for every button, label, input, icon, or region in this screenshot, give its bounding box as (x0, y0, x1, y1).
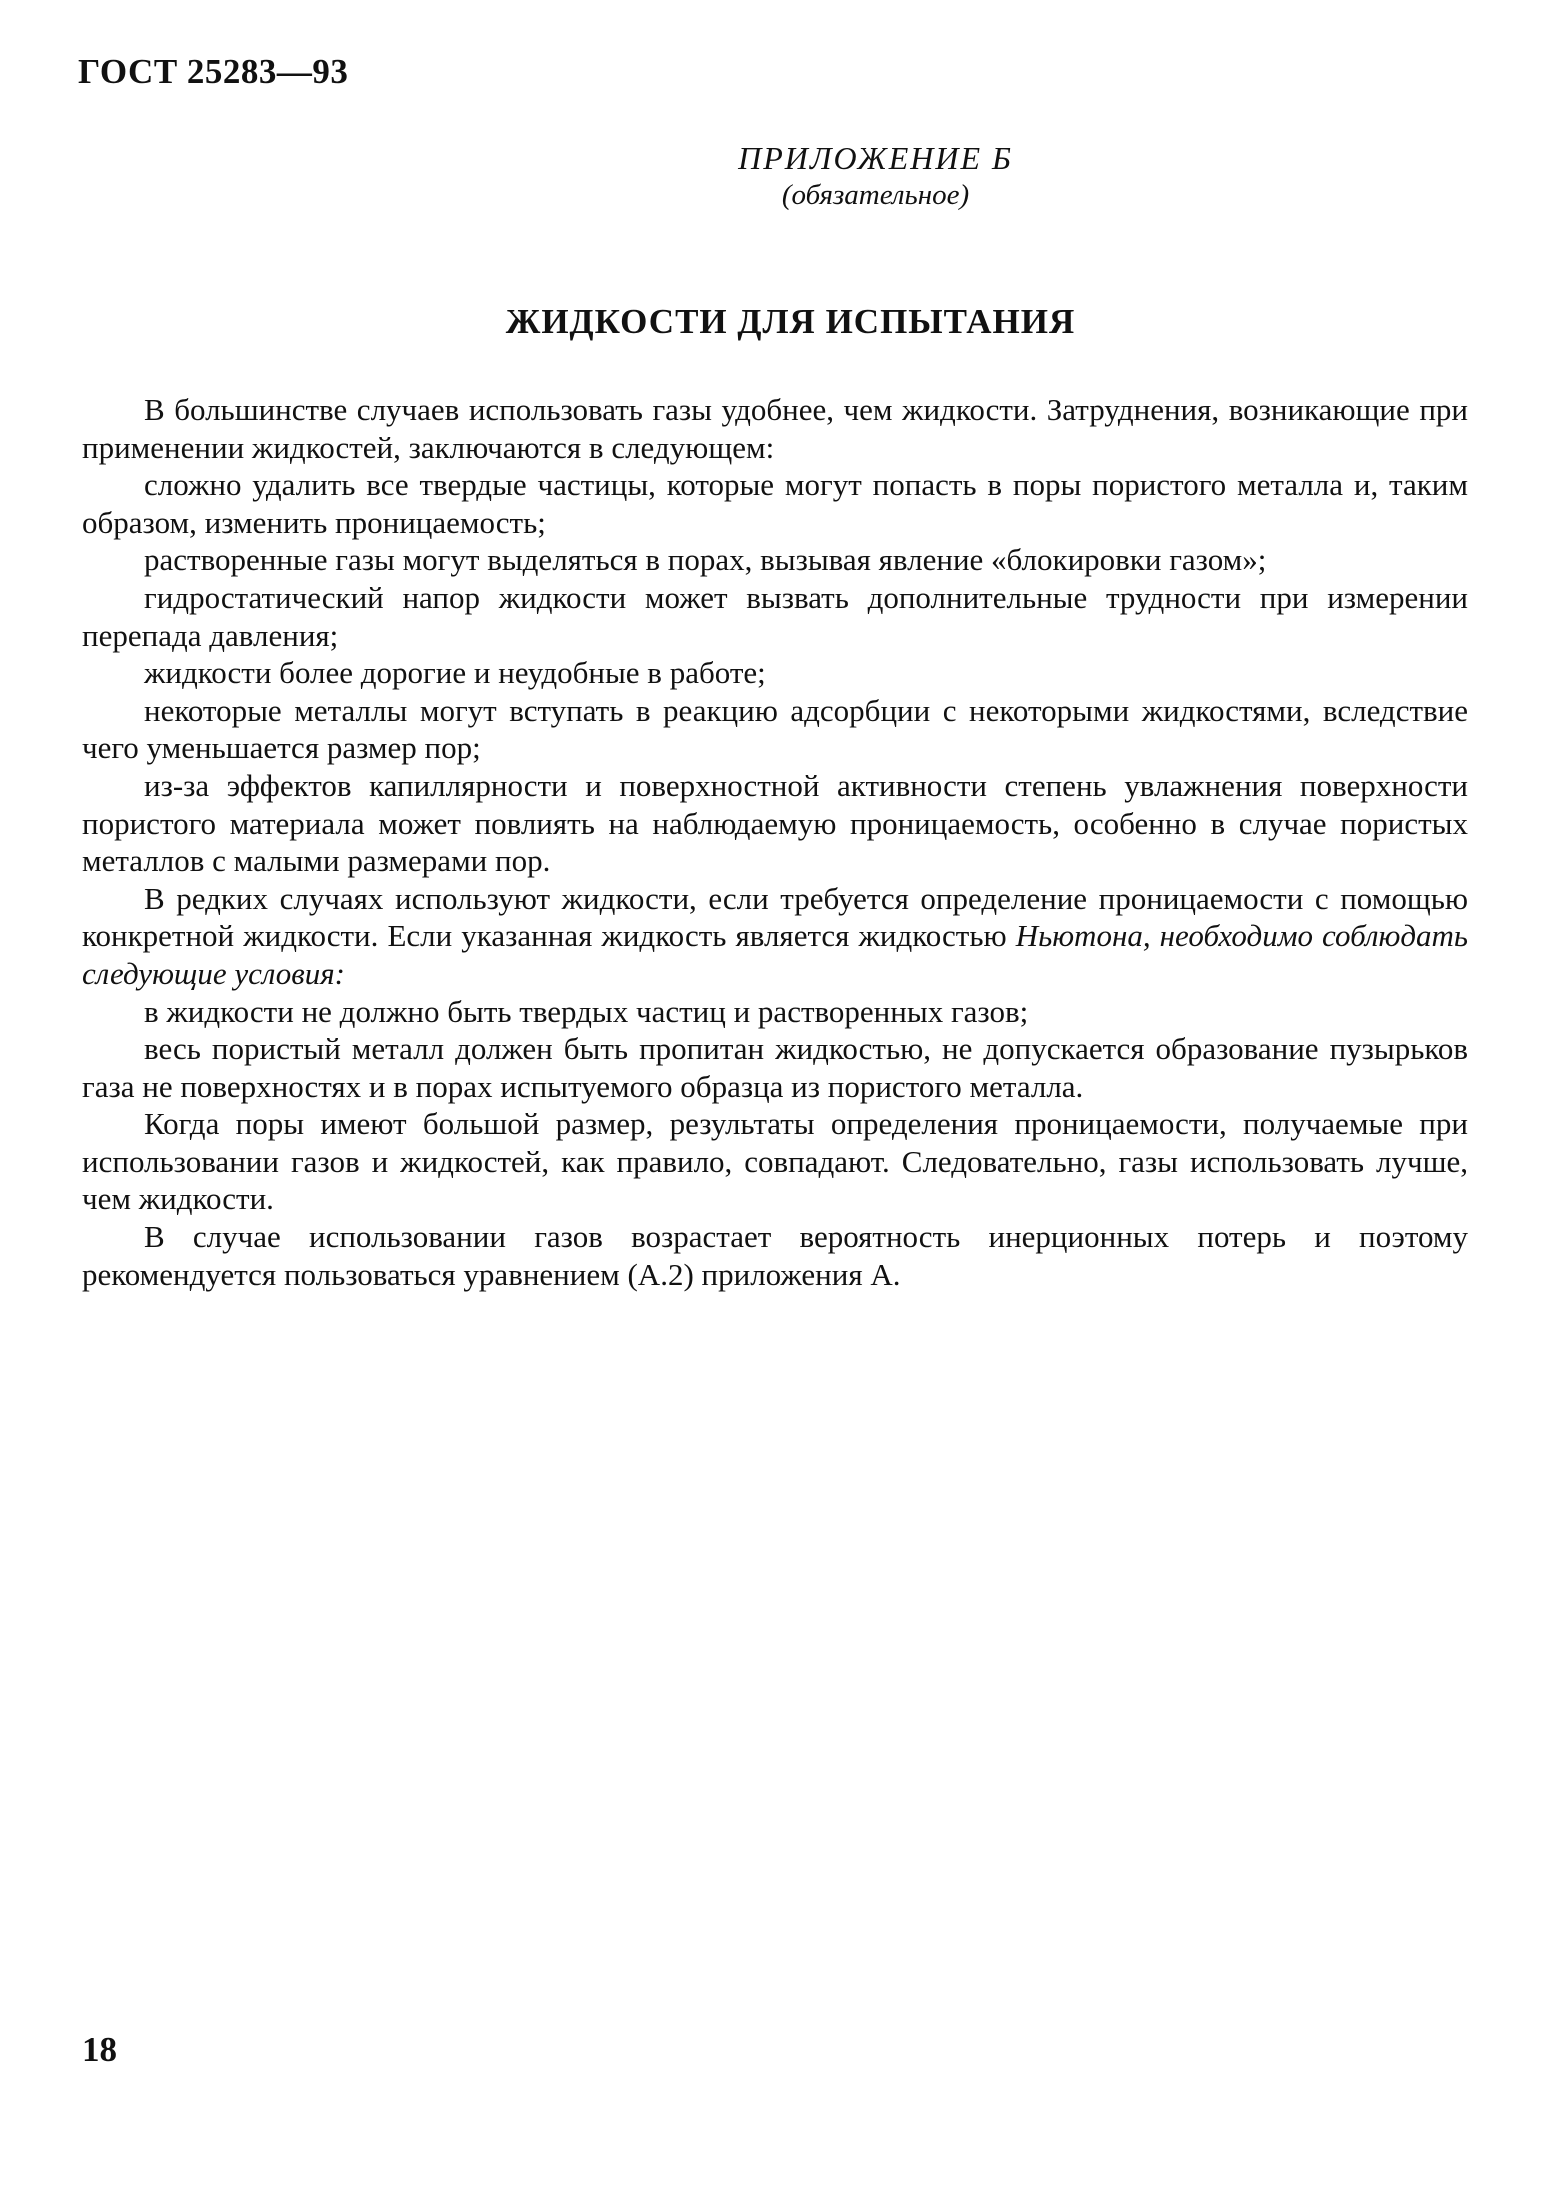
paragraph: Когда поры имеют большой размер, результаты определения проницаемости, получаемые при использовании газов и жидкостей, как правило, совпадают. Следовательно, газы использовать лучше, чем жидкости. (82, 1106, 1468, 1217)
paragraph: из-за эффектов капиллярности и поверхностной активности степень увлажнения поверхности пористого материала может повлиять на наблюдаемую проницаемость, особенно в случае пористых металлов с малыми размерами пор. (82, 767, 1468, 879)
body-text (82, 391, 1468, 1293)
section-title: ЖИДКОСТИ ДЛЯ ИСПЫТАНИЯ (505, 302, 1076, 341)
paragraph-with-italic (82, 880, 1468, 993)
paragraph: В большинстве случаев использовать газы удобнее, чем жидкости. Затруднения, возникающие при применении жидкостей, заключаются в следующем: (82, 392, 1468, 465)
appendix-label: ПРИЛОЖЕНИЕ Б (738, 140, 1013, 176)
document-id: ГОСТ 25283—93 (78, 52, 349, 91)
appendix-status-note: (обязательное) (781, 179, 970, 211)
italic-conditions-lead: Ньютона, необходимо соблюдать следующие условия: (82, 918, 1469, 991)
paragraph: сложно удалить все твердые частицы, которые могут попасть в поры пористого металла и, таким образом, изменить проницаемость; (82, 467, 1468, 540)
paragraph-text: В редких случаях используют жидкости, если требуется определение проницаемости с помощью конкретной жидкости. Если указанная жидкость является жидкостью (82, 880, 1468, 954)
paragraph: в жидкости не должно быть твердых частиц и растворенных газов; (144, 993, 1029, 1029)
paragraph: жидкости более дорогие и неудобные в работе; (144, 655, 766, 691)
paragraph: некоторые металлы могут вступать в реакцию адсорбции с некоторыми жидкостями, вследствие чего уменьшается размер пор; (82, 692, 1468, 766)
paragraph: В случае использовании газов возрастает вероятность инерционных потерь и поэтому рекомендуется пользоваться уравнением (А.2) приложения А. (82, 1219, 1468, 1292)
paragraph: гидростатический напор жидкости может вызвать дополнительные трудности при измерении перепада давления; (82, 579, 1468, 653)
paragraph: весь пористый металл должен быть пропитан жидкостью, не допускается образование пузырьков газа не поверхностях и в порах испытуемого образца из пористого металла. (82, 1031, 1468, 1104)
paragraph: растворенные газы могут выделяться в порах, вызывая явление «блокировки газом»; (144, 542, 1267, 578)
page-number: 18 (82, 2030, 117, 2069)
appendix-heading (0, 140, 1551, 212)
